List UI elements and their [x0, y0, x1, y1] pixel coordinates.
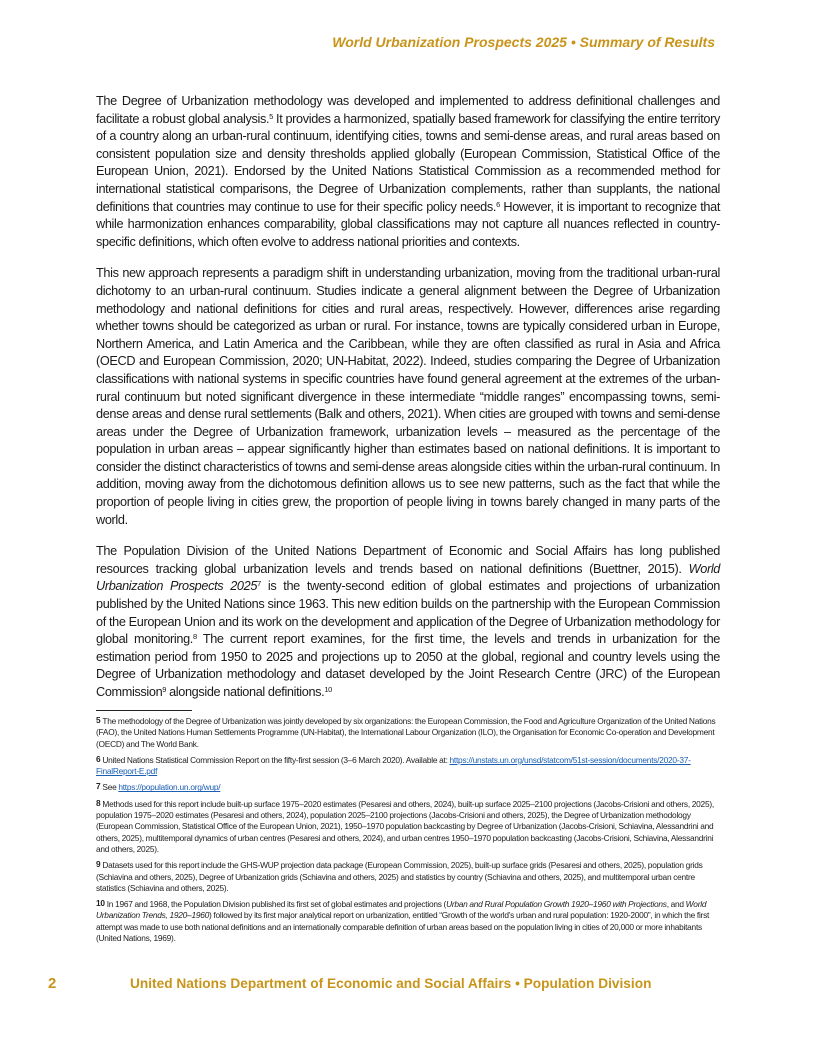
footnote-ref-7[interactable]: 7	[257, 579, 261, 589]
footnotes	[96, 715, 720, 948]
statcom-report-link[interactable]: https://unstats.un.org/unsd/statcom/51st-session/documents/2020-37-FinalReport-E.pdf	[96, 754, 691, 777]
footnote-10: 10 In 1967 and 1968, the Population Division published its first set of global estimates and projections (Urban and Rural Population Growth 1920–1960 with Projections, and World Urbanization Trends, 1920–1960) followed by its first major analytical report on urbanization, entitled “Growth of the world’s urban and rural population: 1920-2000”, in which the first attempt was made to use both national definitions and an internationally comparable definition of urban areas based on the population living in cities of 20,000 or more inhabitants (United Nations, 1969).	[96, 898, 710, 944]
footnote-7: 7 See https://population.un.org/wup/	[96, 781, 221, 793]
paragraph-3: The Population Division of the United Nations Department of Economic and Social Affairs has long published resources tracking global urbanization levels and trends based on national definitions (Buettner, 2015). World Urbanization Prospects 2025$^7$ is the twenty-second edition of global estimates and projections of urbanization published by the United Nations since 1963. This new edition builds on the partnership with the European Commission of the European Union and its work on the development and application of the Degree of Urbanization methodology for global monitoring.$^8$ The current report examines, for the first time, the levels and trends in urbanization for the estimation period from 1950 to 2025 and projections up to 2050 at the global, regional and country levels using the Degree of Urbanization methodology and dataset developed by the Joint Research Centre (JRC) of the European Commission$^9$ alongside national definitions.$^{10}$	[96, 544, 720, 699]
footnote-ref-9[interactable]: 9	[162, 685, 167, 694]
footnote-divider	[96, 710, 192, 711]
footnote-9: 9 Datasets used for this report include the GHS-WUP projection data package (European Commission, 2025), built-up surface grids (Pesaresi and others, 2025), population grids (Schiavina and others, 2025), Degree of Urbanization grids (Schiavina and others, 2025) and statistics by country (Schiavina and others, 2025), and multitemporal urban centre statistics (Schiavina and others, 2025).	[96, 859, 703, 893]
page-number: 2	[48, 975, 57, 992]
running-footer: United Nations Department of Economic and Social Affairs • Population Division	[130, 976, 652, 991]
paragraph-1: The Degree of Urbanization methodology was developed and implemented to address definitional challenges and facilitate a robust global analysis.$^5$ It provides a harmonized, spatially based framework for classifying the entire territory of a country along an urban-rural continuum, identifying cities, towns and semi-dense areas, and rural areas based on consistent population size and density thresholds applied globally (European Commission, Statistical Office of the European Union, 2021). Endorsed by the United Nations Statistical Commission as a recommended method for international statistical comparisons, the Degree of Urbanization complements, rather than supplants, the national definitions that countries may continue to use for their specific policy needs.$^6$ However, it is important to recognize that while harmonization enhances comparability, global classifications may not capture all nuances reflected in country-specific definitions, which often evolve to address national priorities and contexts.	[96, 94, 721, 249]
footnote-6: 6 United Nations Statistical Commission Report on the fifty-first session (3–6 March 2020). Available at: https://unstats.un.org/unsd/statcom/51st-session/documents/2020-37-FinalReport-E.pdf	[96, 753, 691, 777]
footnote-ref-5[interactable]: 5	[269, 111, 273, 121]
footnote-ref-10[interactable]: 10	[324, 685, 332, 694]
footnote-ref-8[interactable]: 8	[192, 632, 197, 642]
report-title: World Urbanization Prospects 2025	[96, 561, 720, 594]
footnote-ref-6[interactable]: 6	[496, 199, 500, 209]
main-text	[96, 93, 720, 716]
paragraph-2: This new approach represents a paradigm shift in understanding urbanization, moving from the traditional urban-rural dichotomy to an urban-rural continuum. Studies indicate a general alignment between the Degree of Urbanization methodology and national definitions for cities and rural areas, respectively. However, differences arise regarding whether towns should be categorized as urban or rural. For instance, towns are typically considered urban in Europe, Northern America, and Latin America and the Caribbean, while they are often classified as rural in Asia and Africa (OECD and European Commission, 2020; UN-Habitat, 2022). Indeed, studies comparing the Degree of Urbanization classifications with national systems in specific countries have found general agreement at the extremes of the urban-rural continuum but noted significant divergence in these intermediate “middle ranges” encompassing towns, semi-dense areas and dense rural settlements (Balk and others, 2021). When cities are grouped with towns and semi-dense areas under the Degree of Urbanization framework, urbanization levels – measured as the percentage of the population in urban areas – appear significantly higher than estimates based on national definitions. It is important to consider the distinct characteristics of towns and semi-dense areas alongside cities within the urban-rural continuum. In addition, moving away from the dichotomous definition allows us to see new patterns, such as the fact that while the proportion of people living in cities grew, the proportion of people living in towns barely changed in many parts of the world.	[96, 266, 720, 527]
running-header: World Urbanization Prospects 2025 • Summary of Results	[332, 34, 715, 50]
wup-link[interactable]: https://population.un.org/wup/	[118, 782, 221, 793]
footnote-8: 8 Methods used for this report include built-up surface 1975–2020 estimates (Pesaresi and others, 2024), built-up surface 2025–2100 projections (Jacobs-Crisioni and others, 2025), population 1975–2020 estimates (Pesaresi and others, 2024), population 2025–2100 projections (Jacobs-Crisioni and others, 2025), the Degree of Urbanization methodology (European Commission, Statistical Office of the European Union, 2021), 1950–1970 population backcasting by Degree of Urbanization (Jacobs-Crisioni, Schiavina, Alessandrini and others, 2025), multitemporal dynamics of urban centres (Pesaresi and others, 2024), and urban centres 1950–1970 population backcasting (Jacobs-Crisioni, Schiavina, Alessandrini and others, 2025).	[96, 797, 714, 854]
footnote-5: 5 The methodology of the Degree of Urbanization was jointly developed by six organizations: the European Commission, the Food and Agriculture Organization of the United Nations (FAO), the United Nations Human Settlements Programme (UN-Habitat), the International Labour Organization (ILO), the Organisation for Economic Co-operation and Development (OECD) and The World Bank.	[96, 715, 716, 749]
